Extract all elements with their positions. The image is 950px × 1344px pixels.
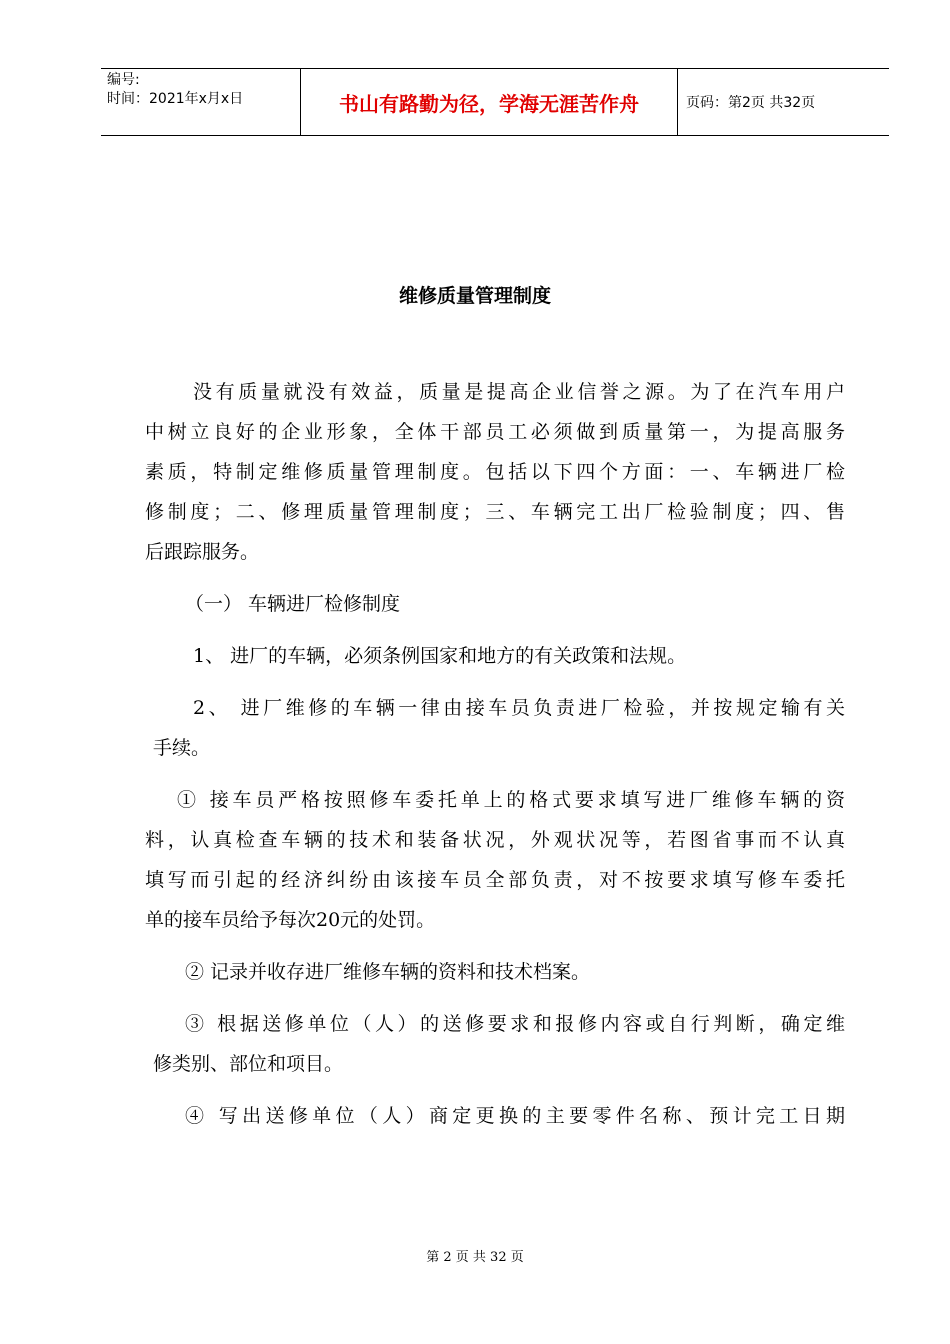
time-label: 时间：2021年x月x日 bbox=[107, 91, 244, 107]
section-heading: （一） 车辆进厂检修制度 bbox=[185, 593, 401, 615]
body-line: 单的接车员给予每次20元的处罚。 bbox=[145, 909, 436, 931]
header-meta bbox=[101, 69, 301, 135]
body-line: 2、 进厂维修的车辆一律由接车员负责进厂检验，并按规定输有关 bbox=[193, 697, 845, 719]
body-line: 没有质量就没有效益，质量是提高企业信誉之源。为了在汽车用户 bbox=[193, 381, 845, 403]
body-line: ① 接车员严格按照修车委托单上的格式要求填写进厂维修车辆的资 bbox=[177, 789, 845, 811]
body-line: 中树立良好的企业形象，全体干部员工必须做到质量第一，为提高服务 bbox=[145, 421, 845, 443]
body-line: ② 记录并收存进厂维修车辆的资料和技术档案。 bbox=[185, 961, 591, 983]
body-line: 1、 进厂的车辆，必须条例国家和地方的有关政策和法规。 bbox=[193, 645, 687, 667]
body-line: 后跟踪服务。 bbox=[145, 541, 260, 563]
document-header bbox=[101, 68, 889, 136]
body-line: 素质，特制定维修质量管理制度。包括以下四个方面：一、车辆进厂检 bbox=[145, 461, 845, 483]
number-label: 编号: bbox=[107, 72, 140, 88]
body-line: ④ 写出送修单位（人）商定更换的主要零件名称、预计完工日期 bbox=[185, 1105, 845, 1127]
body-line: 修类别、部位和项目。 bbox=[153, 1053, 344, 1075]
body-line: 料，认真检查车辆的技术和装备状况，外观状况等，若图省事而不认真 bbox=[145, 829, 845, 851]
header-slogan: 书山有路勤为径，学海无涯苦作舟 bbox=[301, 69, 678, 135]
body-line: 修制度；二、修理质量管理制度；三、车辆完工出厂检验制度；四、售 bbox=[145, 501, 845, 523]
header-page-info: 页码：第2页 共32页 bbox=[686, 95, 816, 111]
body-line: ③ 根据送修单位（人）的送修要求和报修内容或自行判断，确定维 bbox=[185, 1013, 845, 1035]
document-body bbox=[145, 372, 845, 1136]
document-title: 维修质量管理制度 bbox=[398, 285, 551, 307]
body-line: 手续。 bbox=[153, 737, 211, 759]
body-line: 填写而引起的经济纠纷由该接车员全部负责，对不按要求填写修车委托 bbox=[145, 869, 845, 891]
page-footer: 第 2 页 共 32 页 bbox=[426, 1250, 524, 1265]
